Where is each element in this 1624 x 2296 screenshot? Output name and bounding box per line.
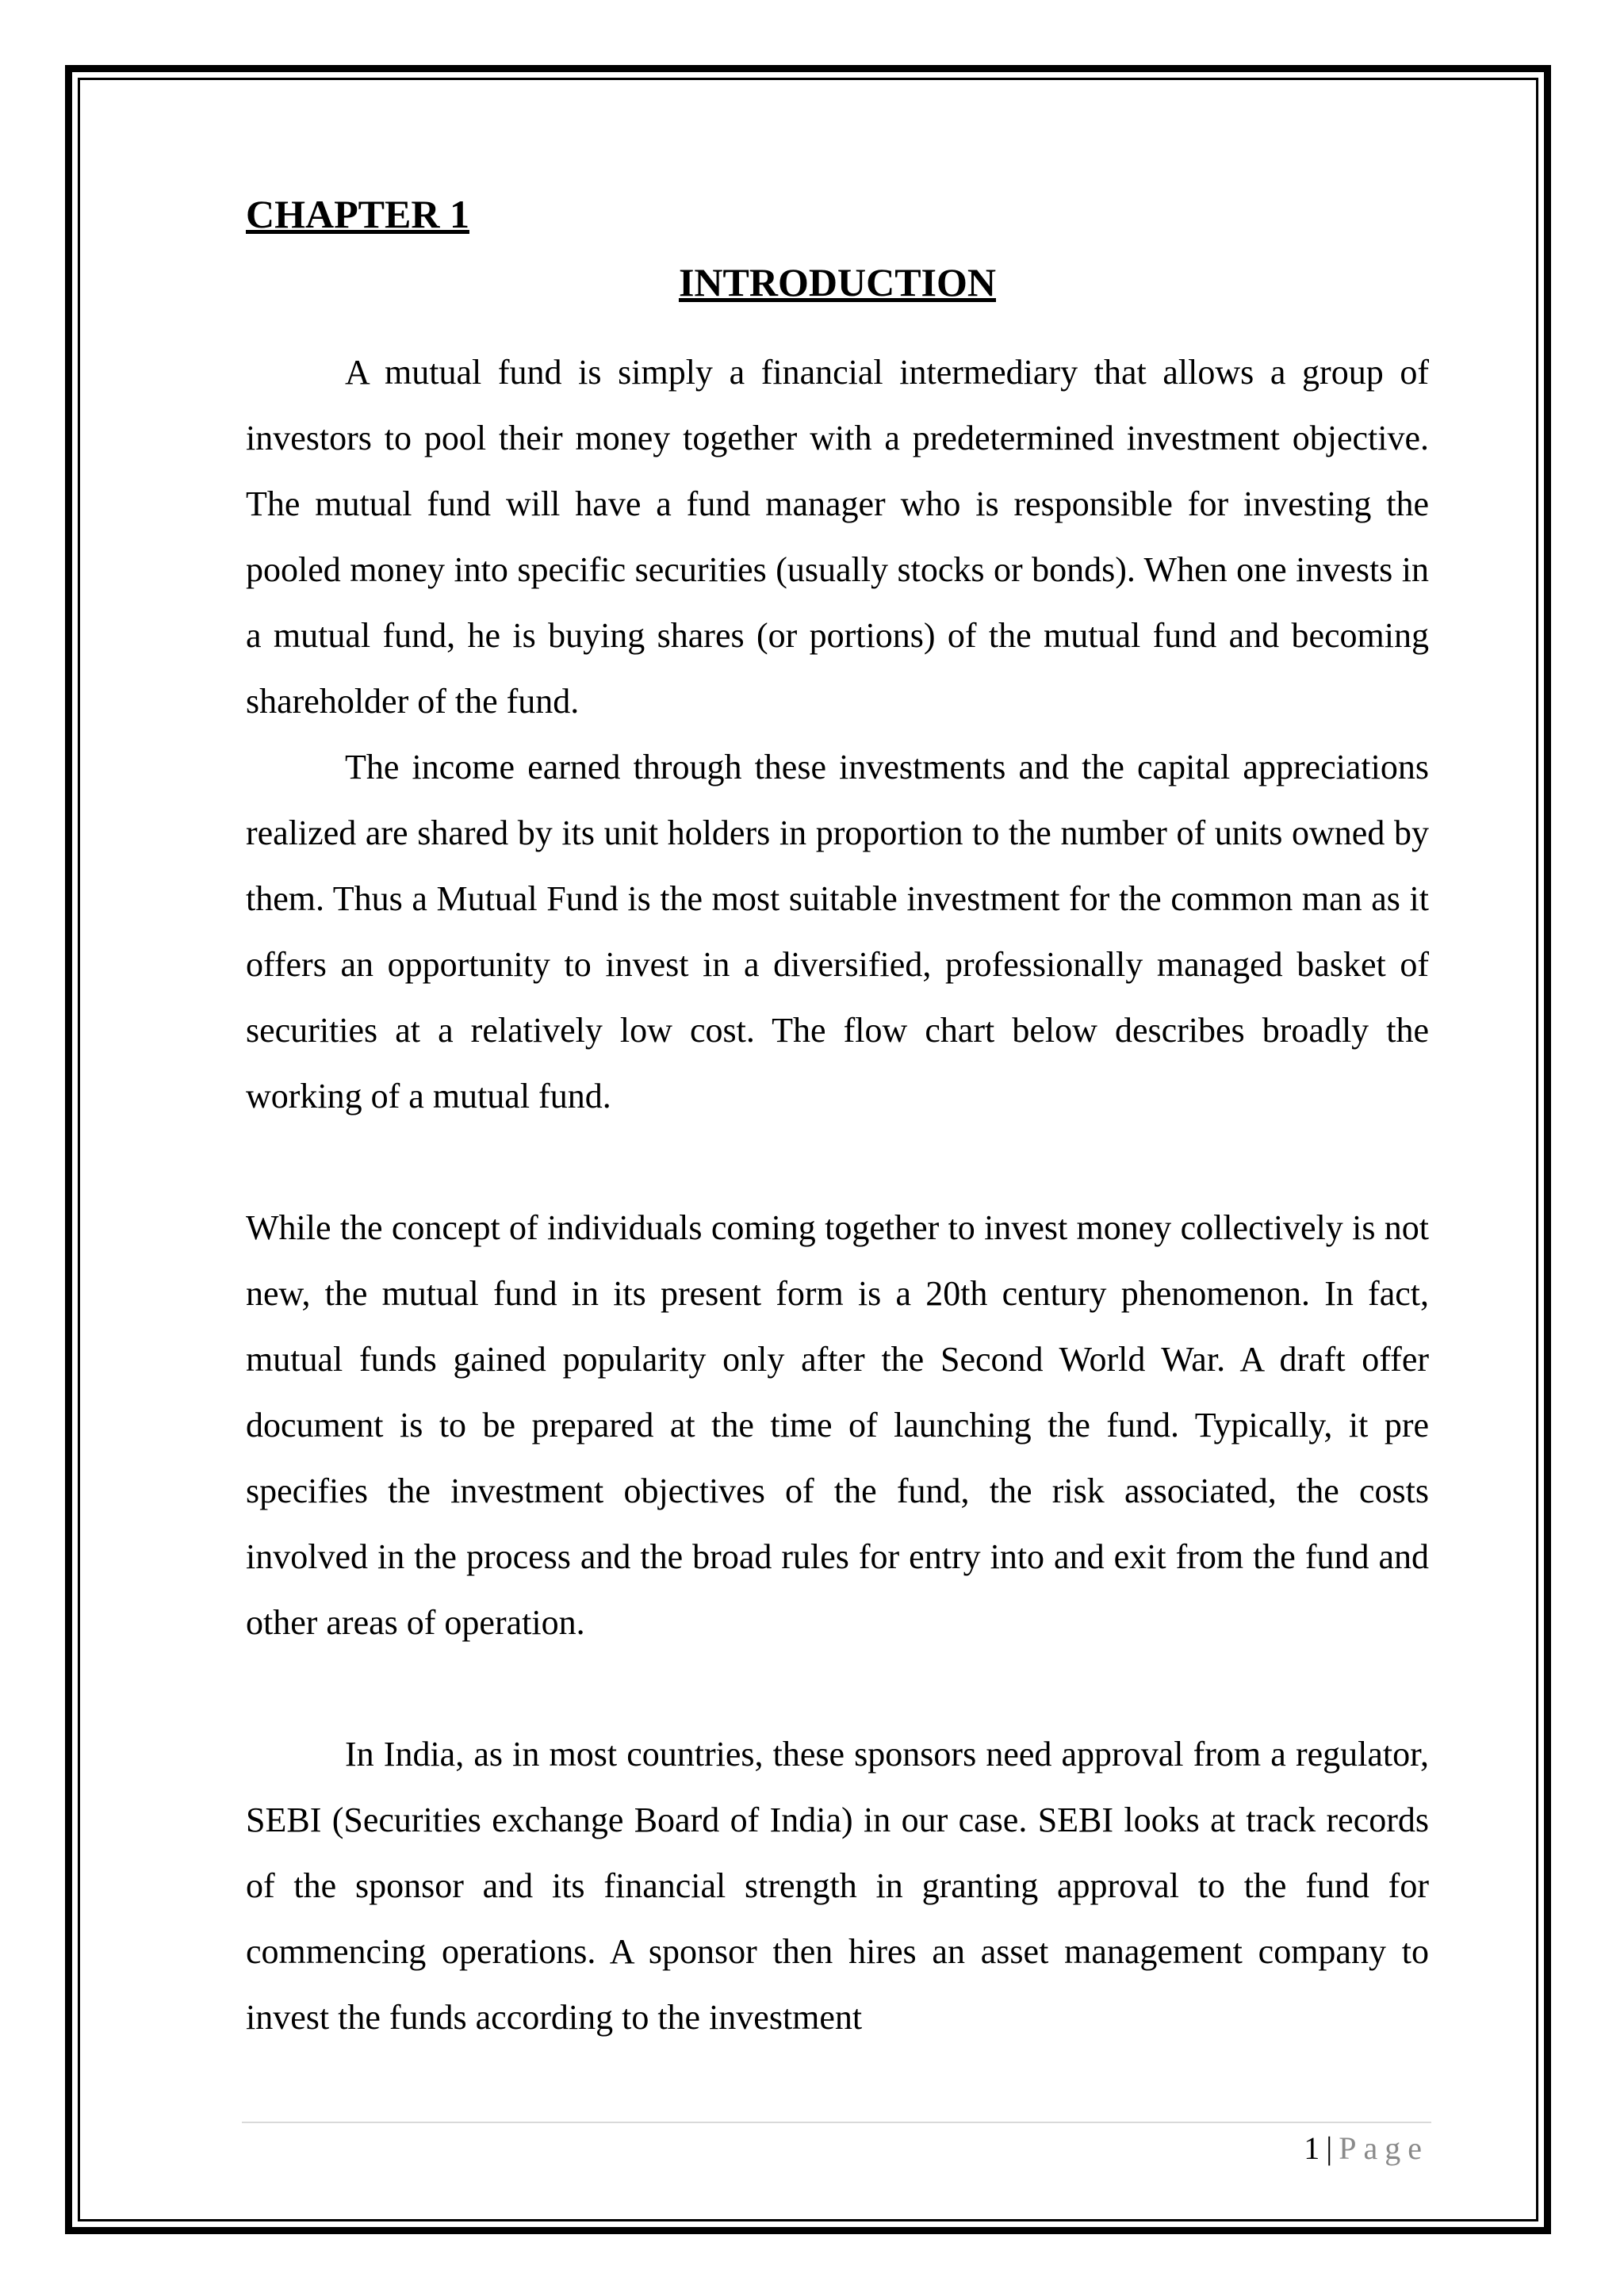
chapter-heading: CHAPTER 1 [246, 192, 469, 236]
paragraph-2: The income earned through these investments and the capital appreciations realized are shared by its unit holders in proportion to the number of units owned by them. Thus a Mutual Fund is the most suitable investment for the common man as it offers an opportunity to invest in a diversified, professionally managed basket of securities at a relatively low cost. The flow chart below describes broadly the working of a mutual fund. [246, 748, 1429, 1115]
page-footer [1304, 2130, 1429, 2168]
page-label: Page [1339, 2130, 1429, 2166]
section-title: INTRODUCTION [678, 260, 997, 304]
paragraph-4: In India, as in most countries, these sponsors need approval from a regulator, SEBI (Securities exchange Board of India) in our case. SEBI looks at track records of the sponsor and its financial strength in granting approval to the fund for commencing operations. A sponsor then hires an asset management company to invest the funds according to the investment [246, 1735, 1429, 2037]
paragraph-1: A mutual fund is simply a financial intermediary that allows a group of investors to pool their money together with a predetermined investment objective. The mutual fund will have a fund manager who is responsible for investing the pooled money into specific securities (usually stocks or bonds). When one invests in a mutual fund, he is buying shares (or portions) of the mutual fund and becoming shareholder of the fund. [246, 353, 1429, 721]
footer-divider [242, 2122, 1431, 2123]
page-separator: | [1326, 2130, 1333, 2166]
page-content [246, 190, 1429, 2050]
page-number: 1 [1304, 2130, 1320, 2166]
paragraph-3: While the concept of individuals coming together to invest money collectively is not new, the mutual fund in its present form is a 20th century phenomenon. In fact, mutual funds gained popularity only after the Second World War. A draft offer document is to be prepared at the time of launching the fund. Typically, it pre specifies the investment objectives of the fund, the risk associated, the costs involved in the process and the broad rules for entry into and exit from the fund and other areas of operation. [246, 1208, 1429, 1642]
